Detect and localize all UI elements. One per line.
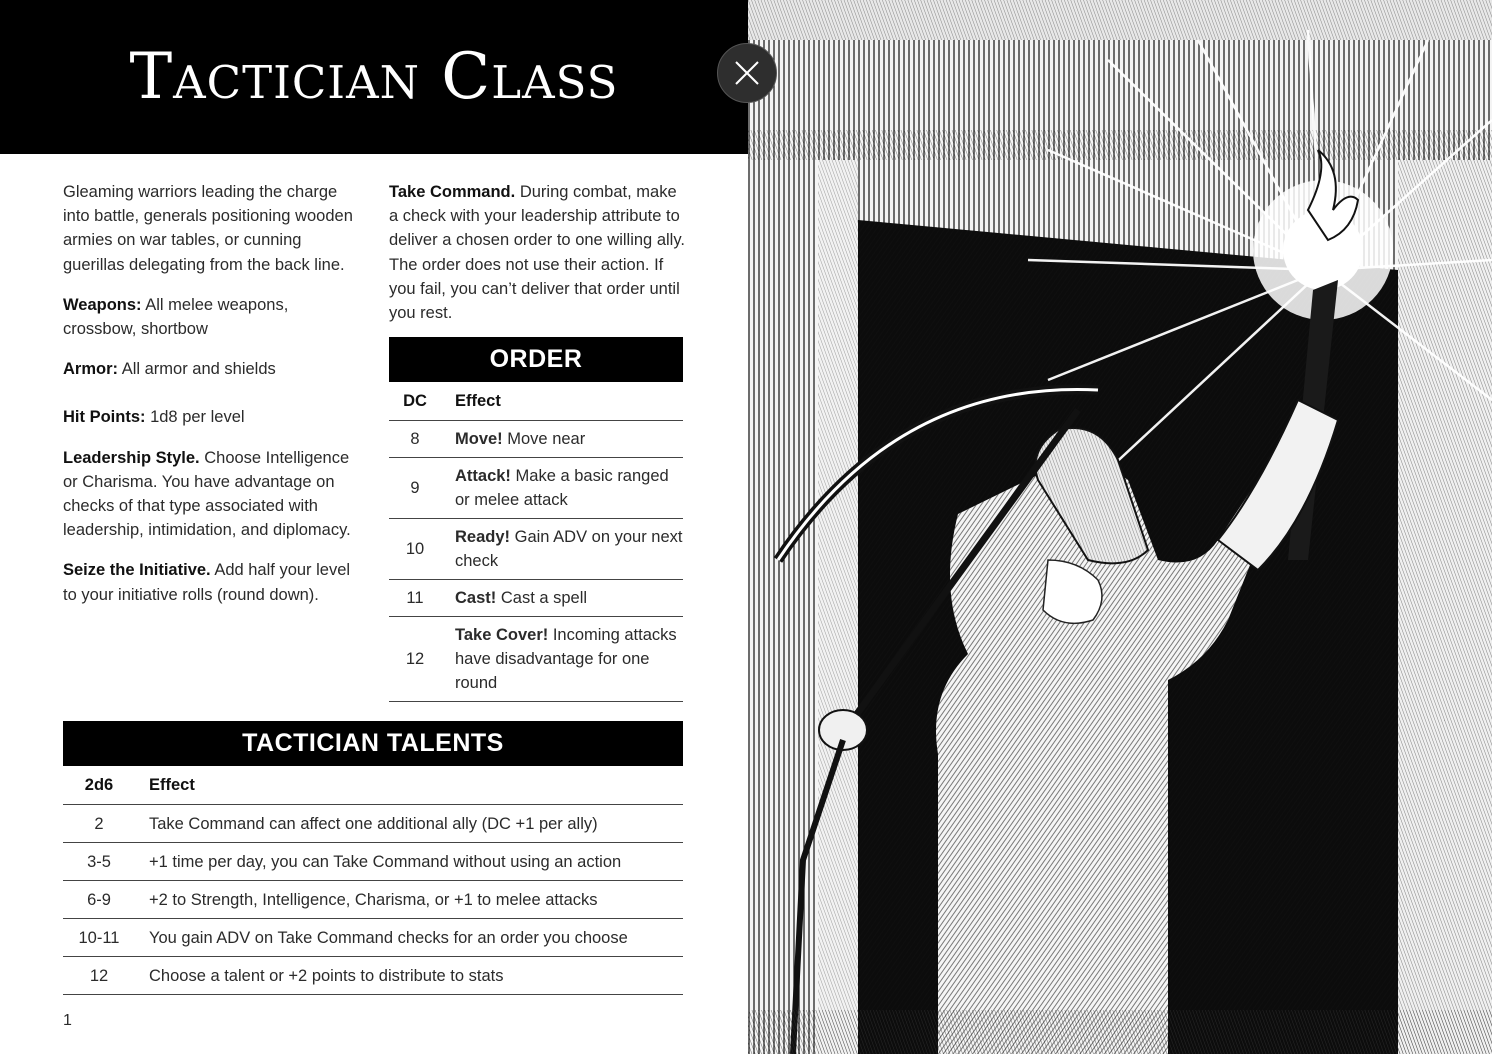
left-column (63, 180, 353, 623)
weapons-label: Weapons: (63, 295, 142, 314)
engraving-artwork (748, 0, 1492, 1054)
talents-col-effect: Effect (135, 766, 683, 805)
order-effect (441, 617, 683, 702)
title-banner (0, 0, 748, 154)
order-effect (441, 519, 683, 580)
talents-table-title: TACTICIAN TALENTS (63, 721, 683, 766)
talents-grid (63, 766, 683, 995)
order-dc: 11 (389, 580, 441, 617)
weapons-paragraph (63, 293, 353, 341)
close-button[interactable] (717, 43, 777, 103)
armor-text: All armor and shields (118, 360, 276, 379)
close-icon (733, 59, 761, 87)
order-dc: 12 (389, 617, 441, 702)
table-row (389, 421, 683, 458)
talent-roll: 2 (63, 805, 135, 843)
leadership-label: Leadership Style. (63, 448, 200, 467)
order-dc: 9 (389, 458, 441, 519)
order-effect (441, 580, 683, 617)
order-col-effect: Effect (441, 382, 683, 421)
order-text: Incoming attacks have disadvantage for one round (455, 626, 677, 692)
hit-points-label: Hit Points: (63, 408, 146, 427)
order-col-dc: DC (389, 382, 441, 421)
order-text: Move near (502, 430, 586, 448)
table-row (63, 957, 683, 995)
weapons-text: All melee weapons, crossbow, shortbow (63, 295, 289, 339)
order-table-title: ORDER (389, 337, 683, 382)
leadership-paragraph (63, 446, 353, 543)
talent-effect: You gain ADV on Take Command checks for an order you choose (135, 919, 683, 957)
talent-effect: Choose a talent or +2 points to distribute to stats (135, 957, 683, 995)
talents-header-row (63, 766, 683, 805)
hit-points-text: 1d8 per level (145, 408, 245, 427)
page-title: Tactician Class (129, 40, 619, 114)
order-table (389, 337, 683, 702)
order-dc: 10 (389, 519, 441, 580)
take-command-text: During combat, make a check with your leadership attribute to deliver a chosen order to one willing ally. The order does not use their action. If you fail, you can’t deliver that order until you rest. (389, 183, 685, 323)
order-name: Ready! (455, 528, 511, 546)
order-text: Cast a spell (496, 589, 588, 607)
talent-roll: 6-9 (63, 881, 135, 919)
table-row (63, 919, 683, 957)
take-command-label: Take Command. (389, 183, 516, 201)
right-column (389, 180, 685, 341)
torch-bearer-illustration (748, 0, 1492, 1054)
order-text: Gain ADV on your next check (455, 528, 683, 570)
page-number: 1 (63, 1012, 72, 1029)
talent-effect: +1 time per day, you can Take Command without using an action (135, 843, 683, 881)
table-row (389, 519, 683, 580)
intro-paragraph: Gleaming warriors leading the charge into battle, generals positioning wooden armies on war tables, or cunning guerillas delegating from the back line. (63, 183, 353, 274)
order-name: Attack! (455, 467, 511, 485)
order-text: Make a basic ranged or melee attack (455, 467, 669, 509)
order-name: Cast! (455, 589, 497, 607)
order-grid (389, 382, 683, 702)
table-row (63, 805, 683, 843)
order-name: Take Cover! (455, 626, 549, 644)
talent-roll: 12 (63, 957, 135, 995)
order-dc: 8 (389, 421, 441, 458)
seize-initiative-label: Seize the Initiative. (63, 561, 211, 580)
table-row (63, 843, 683, 881)
order-effect (441, 458, 683, 519)
order-effect (441, 421, 683, 458)
seize-initiative-paragraph (63, 558, 353, 606)
table-row (389, 617, 683, 702)
talent-effect: +2 to Strength, Intelligence, Charisma, or +1 to melee attacks (135, 881, 683, 919)
table-row (63, 881, 683, 919)
table-row (389, 580, 683, 617)
take-command-paragraph (389, 180, 685, 325)
talent-effect: Take Command can affect one additional ally (DC +1 per ally) (135, 805, 683, 843)
armor-label: Armor: (63, 360, 119, 379)
hit-points-paragraph (63, 405, 353, 429)
leadership-text: Choose Intelligence or Charisma. You have advantage on checks of that type associated with leadership, intimidation, and diplomacy. (63, 448, 351, 540)
order-header-row (389, 382, 683, 421)
armor-paragraph (63, 357, 353, 381)
order-name: Move! (455, 430, 503, 448)
talents-table (63, 721, 683, 995)
seize-initiative-text: Add half your level to your initiative rolls (round down). (63, 561, 351, 604)
talent-roll: 10-11 (63, 919, 135, 957)
talent-roll: 3-5 (63, 843, 135, 881)
table-row (389, 458, 683, 519)
talents-col-roll: 2d6 (63, 766, 135, 805)
